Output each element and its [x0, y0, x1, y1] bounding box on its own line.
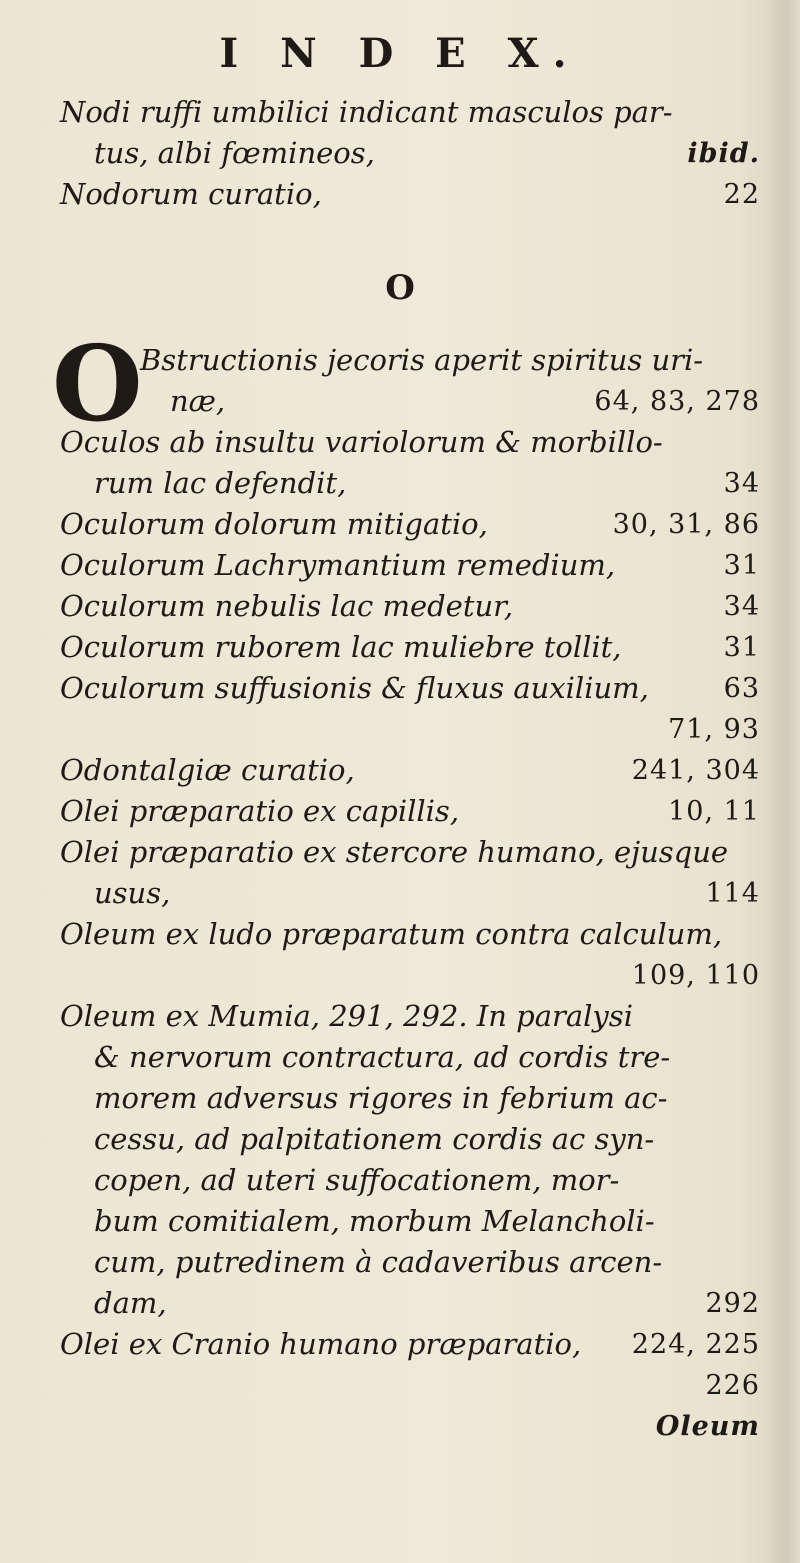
entry-page: 114 — [705, 878, 760, 909]
entry-text: Olei ex Cranio humano præparatio, — [60, 1327, 582, 1361]
entry-page: 241, 304 — [631, 755, 760, 786]
index-entry — [60, 709, 760, 750]
index-entry — [60, 1201, 760, 1242]
top-entries — [60, 92, 760, 215]
index-entry — [60, 1365, 760, 1406]
index-entry — [60, 627, 760, 668]
entry-text: Olei præparatio ex stercore humano, ejusque — [60, 835, 729, 869]
entry-text: Bstructionis jecoris aperit spiritus uri- — [140, 343, 704, 377]
entry-text: Oleum ex ludo præparatum contra calculum, — [60, 917, 723, 951]
entry-page: 71, 93 — [668, 714, 760, 745]
entry-page: 292 — [705, 1288, 760, 1319]
entry-text: & nervorum contractura, ad cordis tre- — [94, 1040, 671, 1074]
index-entry — [60, 133, 760, 174]
index-entry — [60, 1160, 760, 1201]
index-entry — [60, 791, 760, 832]
index-entry — [60, 381, 760, 422]
index-entry — [60, 174, 760, 215]
index-entry — [60, 463, 760, 504]
index-entry — [60, 586, 760, 627]
entry-page: 34 — [723, 591, 760, 622]
entry-text: Nodorum curatio, — [60, 177, 322, 211]
entry-page: 224, 225 — [631, 1329, 760, 1360]
entry-text: rum lac defendit, — [94, 466, 347, 500]
entry-text: copen, ad uteri suffocationem, mor- — [94, 1163, 620, 1197]
entry-text: Oculos ab insultu variolorum & morbillo- — [60, 425, 663, 459]
index-entry — [60, 1283, 760, 1324]
entry-text: Nodi ruffi umbilici indicant masculos par- — [60, 95, 673, 129]
catchword — [60, 1406, 760, 1447]
index-entry — [60, 750, 760, 791]
entry-page: 34 — [723, 468, 760, 499]
entry-text: cum, putredinem à cadaveribus arcen- — [94, 1245, 663, 1279]
entry-page: 22 — [723, 179, 760, 210]
index-entry — [60, 1242, 760, 1283]
entry-text: dam, — [94, 1286, 167, 1320]
page-header: I N D E X. — [219, 30, 581, 77]
entry-text: bum comitialem, morbum Melancholi- — [94, 1204, 655, 1238]
index-entry — [60, 340, 760, 381]
entry-page: 226 — [705, 1370, 760, 1401]
index-entry — [60, 1037, 760, 1078]
index-entry — [60, 504, 760, 545]
entry-text: næ, — [170, 384, 226, 418]
entry-text: Oculorum nebulis lac medetur, — [60, 589, 514, 623]
entry-text: Odontalgiæ curatio, — [60, 753, 355, 787]
index-entry — [60, 873, 760, 914]
entry-text: morem adversus rigores in febrium ac- — [94, 1081, 668, 1115]
entry-text: Oleum ex Mumia, 291, 292. In paralysi — [60, 999, 633, 1033]
entry-page: 63 — [723, 673, 760, 704]
index-entries — [60, 422, 760, 1447]
entry-text — [60, 712, 94, 746]
index-entry — [60, 1078, 760, 1119]
catchword-text: Oleum — [655, 1411, 760, 1442]
entry-page: 64, 83, 278 — [594, 386, 760, 417]
drop-cap: O — [52, 322, 143, 445]
index-entry — [60, 422, 760, 463]
index-entry — [60, 955, 760, 996]
entry-page: 10, 11 — [668, 796, 760, 827]
entry-text: usus, — [94, 876, 171, 910]
index-entry — [60, 1119, 760, 1160]
index-entry — [60, 832, 760, 873]
entry-page: 31 — [723, 632, 760, 663]
entry-text: Oculorum ruborem lac muliebre tollit, — [60, 630, 622, 664]
index-entry — [60, 545, 760, 586]
entry-text — [60, 958, 94, 992]
entry-text: Olei præparatio ex capillis, — [60, 794, 460, 828]
entry-page: 31 — [723, 550, 760, 581]
entry-page: ibid. — [687, 138, 760, 169]
entry-text: Oculorum dolorum mitigatio, — [60, 507, 488, 541]
entry-text: Oculorum suffusionis & fluxus auxilium, — [60, 671, 649, 705]
page-edge-shadow — [766, 0, 800, 1563]
entry-text: Oculorum Lachrymantium remedium, — [60, 548, 616, 582]
index-entry — [60, 92, 760, 133]
index-entry — [60, 914, 760, 955]
entry-text — [60, 1368, 94, 1402]
entry-text: tus, albi fœmineos, — [94, 136, 375, 170]
index-entry — [60, 1324, 760, 1365]
entry-page: 30, 31, 86 — [612, 509, 760, 540]
index-entry — [60, 996, 760, 1037]
entry-text: cessu, ad palpitationem cordis ac syn- — [94, 1122, 655, 1156]
section-letter: O — [385, 268, 415, 308]
entry-page: 109, 110 — [631, 960, 760, 991]
index-entry — [60, 668, 760, 709]
